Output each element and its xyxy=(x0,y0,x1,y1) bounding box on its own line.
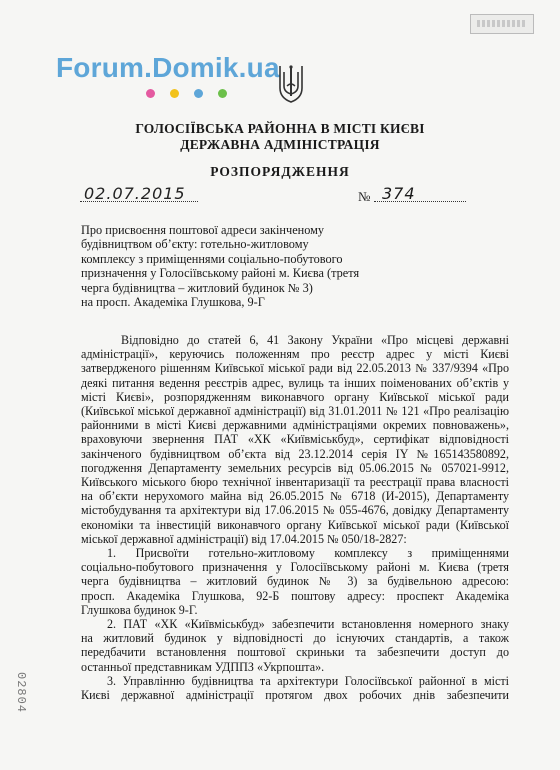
subject-line: черга будівництва – житловий будинок № 3) xyxy=(81,280,313,295)
document-subject xyxy=(81,223,381,309)
organization-name-line2: ДЕРЖАВНА АДМІНІСТРАЦІЯ xyxy=(180,137,380,152)
side-registration-number: 02804 xyxy=(14,672,28,714)
body-line: містобудування та архітектури від 17.06.2015 № 055-4676, довідку Департаменту xyxy=(81,503,509,518)
clause-3-line: Києві державної адміністрації протягом двох робочих днів забезпечити xyxy=(81,688,509,703)
body-line: Київського міського бюро технічної інвентаризації та реєстрації права власності xyxy=(81,475,509,490)
clause-2-line: 2. ПАТ «ХК «Київміськбуд» забезпечити встановлення номерного знаку xyxy=(107,617,509,632)
body-line: закінченого будівництвом об’єкта від 23.12.2014 серія IY №165143580892, xyxy=(81,446,509,461)
body-line: місті Києві», розпорядженням виконавчого органу Київської міської ради xyxy=(81,389,509,404)
document-date: 02.07.2015 xyxy=(84,184,186,203)
body-line: районними в місті Києві державними адміністраціями окремих повноважень», xyxy=(81,418,509,433)
body-line: затвердженого рішенням Київської міської ради від 22.05.2013 № 337/9394 «Про xyxy=(81,361,509,376)
number-underline xyxy=(374,201,466,202)
clause-2-line: передбачити встановлення поштової скриньки та забезпечити доступ до xyxy=(81,645,509,660)
number-label: № xyxy=(358,189,371,204)
body-line: (Київської міської державної адміністрації) від 31.01.2011 № 121 «Про реалізацію xyxy=(81,404,509,419)
subject-line: Про присвоєння поштової адреси закінченому xyxy=(81,223,325,237)
clause-2-line: на житловий будинок у відповідності до існуючих стандартів, а також xyxy=(81,631,509,646)
body-line: Відповідно до статей 6, 41 Закону України «Про місцеві державні xyxy=(121,333,509,347)
dot-pink xyxy=(146,89,155,98)
clause-1-line: просп. Академіка Глушкова, 92-Б поштову адресу: проспект Академіка xyxy=(81,588,509,603)
organization-name-line1: ГОЛОСІЇВСЬКА РАЙОННА В МІСТІ КИЄВІ xyxy=(135,121,425,136)
body-line: економіки та інвестицій виконавчого органу Київської міської ради (Київської xyxy=(81,517,509,532)
subject-line: на просп. Академіка Глушкова, 9-Г xyxy=(81,295,265,310)
clause-3-line: 3. Управлінню будівництва та архітектури Голосіївської районної в місті xyxy=(107,673,509,688)
registration-stamp xyxy=(470,14,534,34)
dot-blue xyxy=(194,89,203,98)
clause-1-line: Глушкова будинок 9-Г. xyxy=(81,602,198,617)
body-line: на об’єкти нерухомого майна від 26.05.2015 № 6718 (И-2015), Департаменту xyxy=(81,489,509,504)
document-type-title: РОЗПОРЯДЖЕННЯ xyxy=(210,164,350,179)
body-line: враховуючи звернення ПАТ «ХК «Київміськбуд», сертифікат відповідності xyxy=(81,432,509,447)
watermark-logo: Forum.Domik.ua xyxy=(56,52,280,83)
dot-green xyxy=(218,89,227,98)
subject-line: будівництвом об’єкту: готельно-житловому xyxy=(81,237,309,252)
body-line: адміністрації», керуючись положенням про реєстр адрес у місті Києві xyxy=(81,347,509,362)
clause-1-line: 1. Присвоїти готельно-житловому комплексу з приміщеннями xyxy=(107,546,509,561)
clause-2-line: останньої представникам УДППЗ «Укрпошта». xyxy=(81,659,325,674)
body-line: деякі питання ведення реєстрів адрес, вулиць та інших поіменованих об’єктів у xyxy=(81,375,509,390)
subject-line: призначення у Голосіївському районі м. Києва (третя xyxy=(81,266,360,281)
trident-emblem-icon xyxy=(278,62,304,104)
date-underline xyxy=(80,201,198,202)
clause-1-line: черга будівництва – житловий будинок № 3) за будівельною адресою: xyxy=(81,574,509,589)
document-number: 374 xyxy=(382,184,416,203)
dot-yellow xyxy=(170,89,179,98)
document-body xyxy=(81,333,509,702)
subject-line: комплексу з приміщеннями соціально-побутового xyxy=(81,251,343,266)
body-line: міської державної адміністрації) від 17.04.2015 № 050/18-2827: xyxy=(81,531,407,546)
body-line: погодження Департаменту земельних ресурсів від 05.06.2015 № 057021-9912, xyxy=(81,460,509,475)
clause-1-line: соціально-побутового призначення у Голосіївському районі м. Києва (третя xyxy=(81,560,509,575)
